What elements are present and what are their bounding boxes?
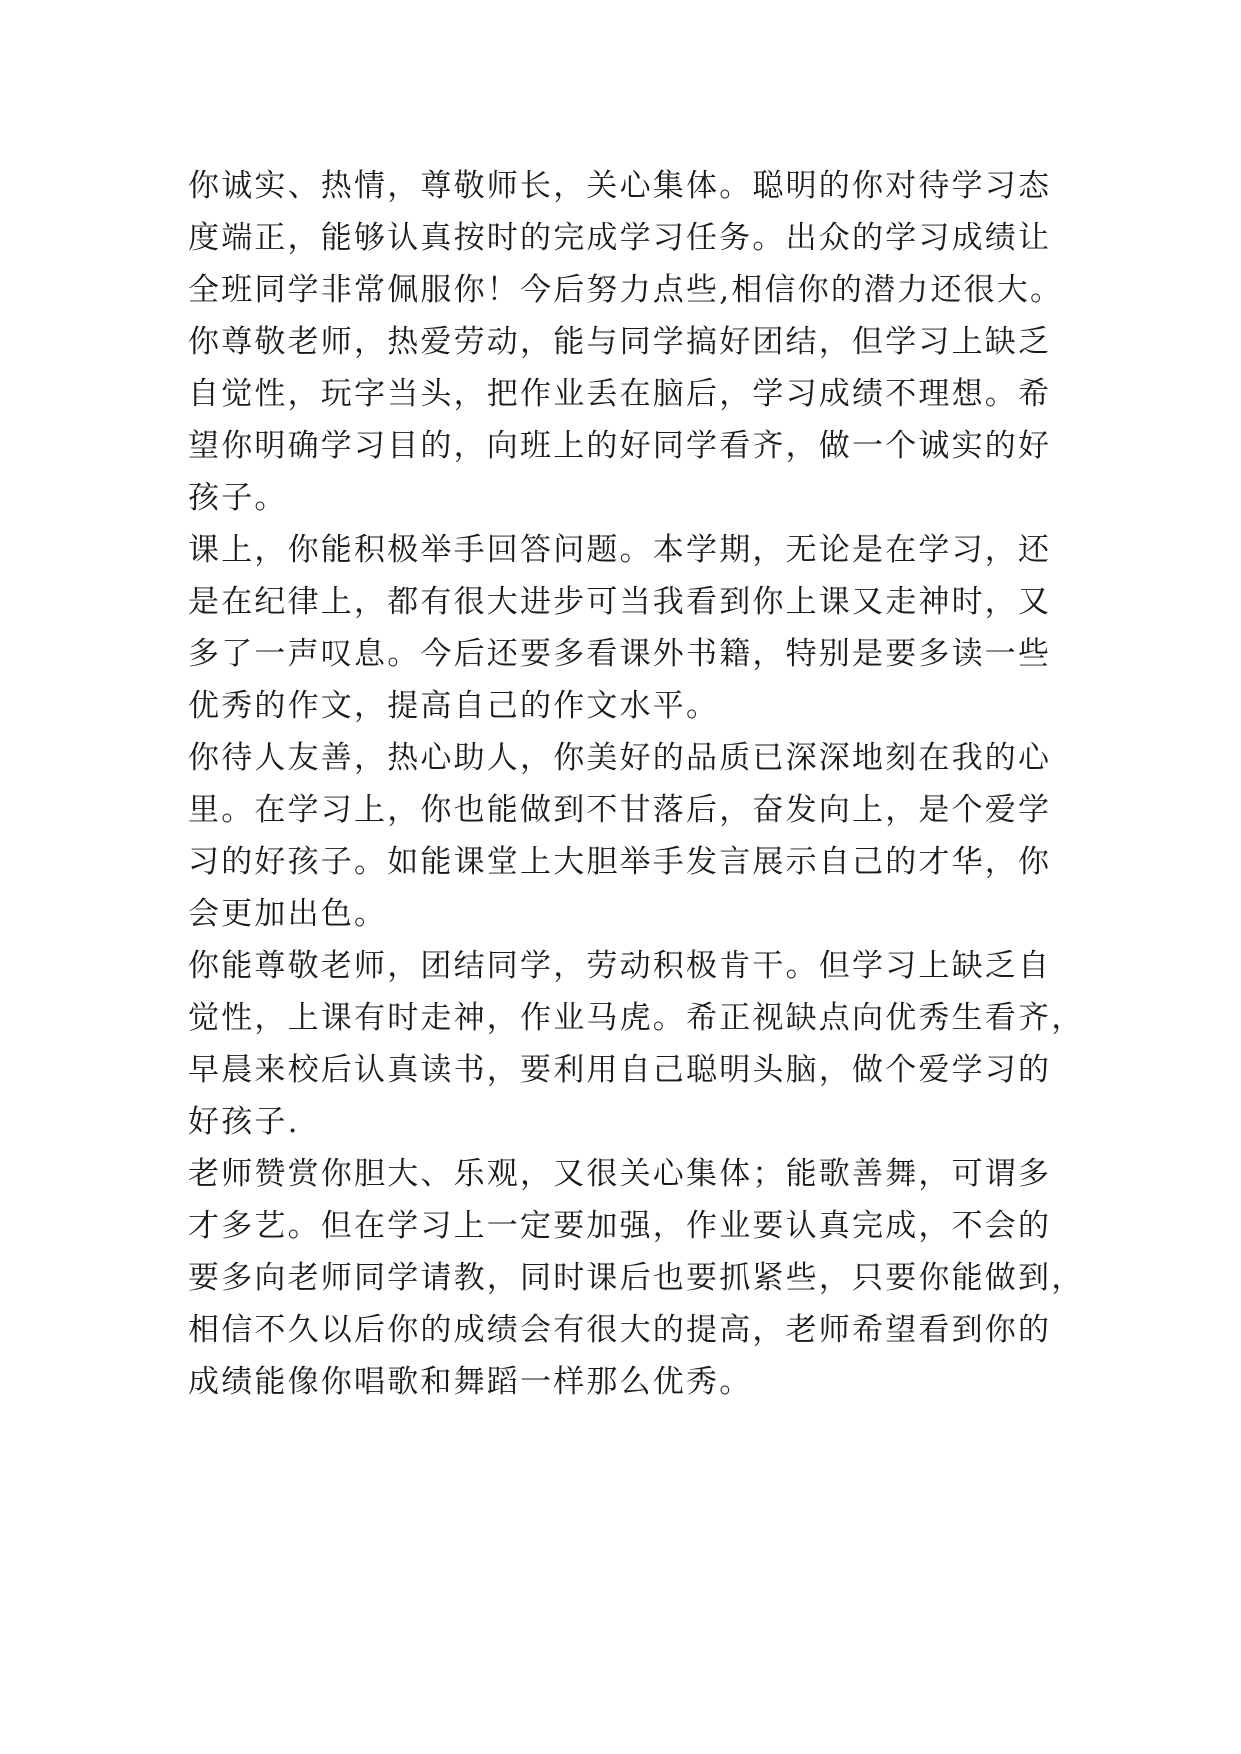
text-line: 里。在学习上，你也能做到不甘落后，奋发向上，是个爱学 bbox=[188, 792, 1052, 828]
text-line: 孩子。 bbox=[188, 480, 288, 516]
text-line: 是在纪律上，都有很大进步可当我看到你上课又走神时，又 bbox=[188, 584, 1052, 620]
text-line: 望你明确学习目的，向班上的好同学看齐，做一个诚实的好 bbox=[188, 428, 1052, 464]
text-line: 觉性，上课有时走神，作业马虎。希正视缺点向优秀生看齐， bbox=[188, 1000, 1085, 1036]
text-line: 好孩子. bbox=[188, 1104, 300, 1140]
text-line: 习的好孩子。如能课堂上大胆举手发言展示自己的才华，你 bbox=[188, 844, 1052, 880]
text-line: 多了一声叹息。今后还要多看课外书籍，特别是要多读一些 bbox=[188, 636, 1052, 672]
text-line: 你待人友善，热心助人，你美好的品质已深深地刻在我的心 bbox=[188, 740, 1052, 776]
text-line: 老师赞赏你胆大、乐观，又很关心集体；能歌善舞，可谓多 bbox=[188, 1156, 1052, 1192]
document-body bbox=[188, 160, 1088, 1408]
text-line: 优秀的作文，提高自己的作文水平。 bbox=[188, 688, 720, 724]
text-line: 课上，你能积极举手回答问题。本学期，无论是在学习，还 bbox=[188, 532, 1052, 568]
text-line: 成绩能像你唱歌和舞蹈一样那么优秀。 bbox=[188, 1364, 753, 1400]
text-line: 度端正，能够认真按时的完成学习任务。出众的学习成绩让 bbox=[188, 220, 1052, 256]
text-line: 要多向老师同学请教，同时课后也要抓紧些，只要你能做到， bbox=[188, 1260, 1085, 1296]
text-line: 自觉性，玩字当头，把作业丢在脑后，学习成绩不理想。希 bbox=[188, 376, 1052, 412]
text-line: 会更加出色。 bbox=[188, 896, 388, 932]
text-line: 你能尊敬老师，团结同学，劳动积极肯干。但学习上缺乏自 bbox=[188, 948, 1052, 984]
text-line: 你尊敬老师，热爱劳动，能与同学搞好团结，但学习上缺乏 bbox=[188, 324, 1052, 360]
text-line: 才多艺。但在学习上一定要加强，作业要认真完成，不会的 bbox=[188, 1208, 1052, 1244]
text-line: 相信不久以后你的成绩会有很大的提高，老师希望看到你的 bbox=[188, 1312, 1052, 1348]
text-line: 早晨来校后认真读书，要利用自己聪明头脑，做个爱学习的 bbox=[188, 1052, 1052, 1088]
text-line: 你诚实、热情，尊敬师长，关心集体。聪明的你对待学习态 bbox=[188, 168, 1052, 204]
text-line: 全班同学非常佩服你！今后努力点些,相信你的潜力还很大。 bbox=[188, 272, 1064, 308]
